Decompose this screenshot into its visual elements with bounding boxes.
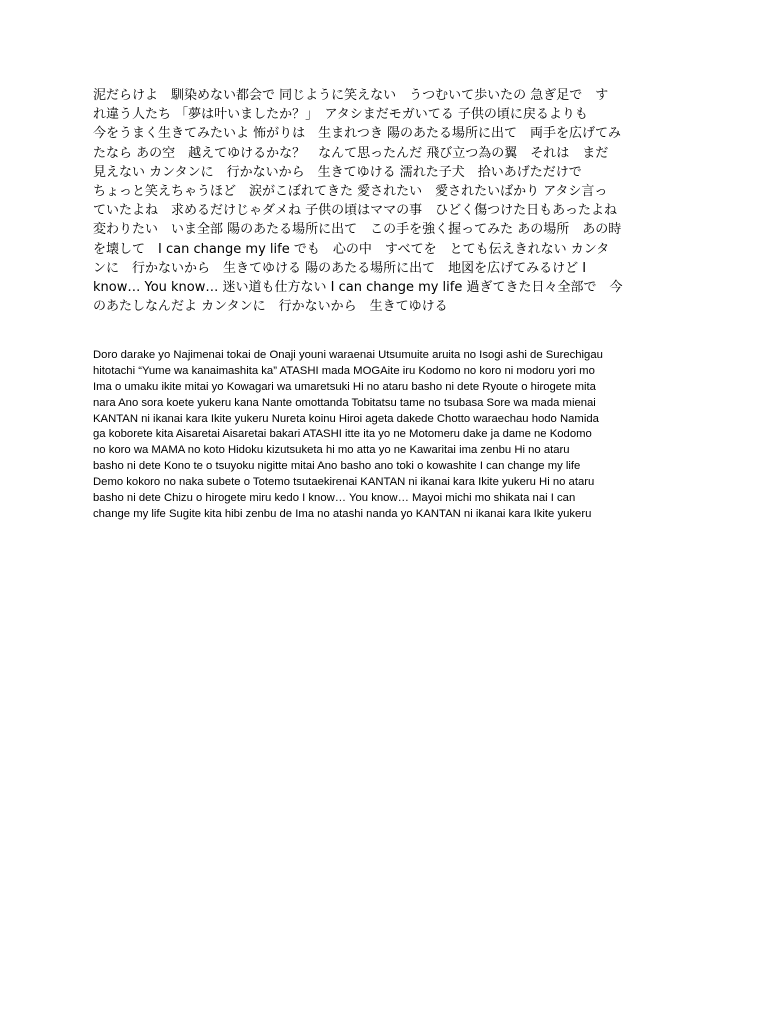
romaji-lyrics-line: basho ni dete Kono te o tsuyoku nigitte mitai Ano basho ano toki o kowashite I can change my life: [93, 460, 581, 473]
japanese-lyrics-line: れ違う人たち 「夢は叶いましたか？」 アタシまだモガいてる 子供の頃に戻るよりも: [93, 107, 588, 123]
japanese-lyrics-line: 今をうまく生きてみたいよ 怖がりは 生まれつき 陽のあたる場所に出て 両手を広げてみ: [93, 126, 622, 142]
japanese-lyrics: [93, 86, 678, 316]
romaji-lyrics-line: no koro wa MAMA no koto Hidoku kizutsuketa hi mo atta yo ne Kawaritai ima zenbu Hi no ataru: [93, 444, 570, 457]
japanese-lyrics-line: ンに 行かないから 生きてゆける 陽のあたる場所に出て 地図を広げてみるけど I: [93, 260, 587, 276]
romaji-lyrics-line: basho ni dete Chizu o hirogete miru kedo I know… You know… Mayoi michi mo shikata nai I can: [93, 492, 576, 505]
romaji-lyrics-line: nara Ano sora koete yukeru kana Nante omottanda Tobitatsu tame no tsubasa Sore wa mada mienai: [93, 396, 596, 409]
japanese-lyrics-line: ていたよね 求めるだけじゃダメね 子供の頃はママの事 ひどく傷つけた日もあったよね: [93, 203, 618, 219]
japanese-lyrics-line: たなら あの空 越えてゆけるかな？ なんて思ったんだ 飛び立つ為の翼 それは まだ: [93, 145, 609, 161]
romaji-lyrics-line: Demo kokoro no naka subete o Totemo tsutaekirenai KANTAN ni ikanai kara Ikite yukeru Hi no ataru: [93, 476, 595, 489]
romaji-lyrics: [93, 348, 683, 523]
japanese-lyrics-line: 泥だらけよ 馴染めない都会で 同じように笑えない うつむいて歩いたの 急ぎ足で す: [93, 88, 609, 103]
japanese-lyrics-line: 見えない カンタンに 行かないから 生きてゆける 濡れた子犬 拾いあげただけで: [93, 164, 582, 180]
japanese-lyrics-line: ちょっと笑えちゃうほど 涙がこぼれてきた 愛されたい 愛されたいばかり アタシ言っ: [93, 183, 608, 199]
romaji-lyrics-line: ga koborete kita Aisaretai Aisaretai bakari ATASHI itte ita yo ne Motomeru dake ja dame ne Kodomo: [93, 428, 592, 441]
japanese-lyrics-line: know… You know… 迷い道も仕方ない I can change my life 過ぎてきた日々全部で 今: [93, 279, 623, 295]
romaji-lyrics-line: KANTAN ni ikanai kara Ikite yukeru Nureta koinu Hiroi ageta dakede Chotto waraechau hodo Namida: [93, 412, 599, 425]
romaji-lyrics-line: Doro darake yo Najimenai tokai de Onaji youni waraenai Utsumuite aruita no Isogi ashi de Surechigau: [93, 349, 603, 361]
japanese-lyrics-line: 変わりたい いま全部 陽のあたる場所に出て この手を強く握ってみた あの場所 あの時: [93, 222, 622, 238]
japanese-lyrics-line: のあたしなんだよ カンタンに 行かないから 生きてゆける: [93, 299, 448, 315]
romaji-lyrics-line: change my life Sugite kita hibi zenbu de Ima no atashi nanda yo KANTAN ni ikanai kara Ikite yukeru: [93, 507, 592, 520]
romaji-lyrics-line: hitotachi “Yume wa kanaimashita ka” ATASHI mada MOGAite iru Kodomo no koro ni modoru yori mo: [93, 364, 595, 377]
japanese-lyrics-line: を壊して I can change my life でも 心の中 すべてを とても伝えきれない カンタ: [93, 241, 610, 257]
romaji-lyrics-line: Ima o umaku ikite mitai yo Kowagari wa umaretsuki Hi no ataru basho ni dete Ryoute o hirogete mita: [93, 380, 596, 393]
